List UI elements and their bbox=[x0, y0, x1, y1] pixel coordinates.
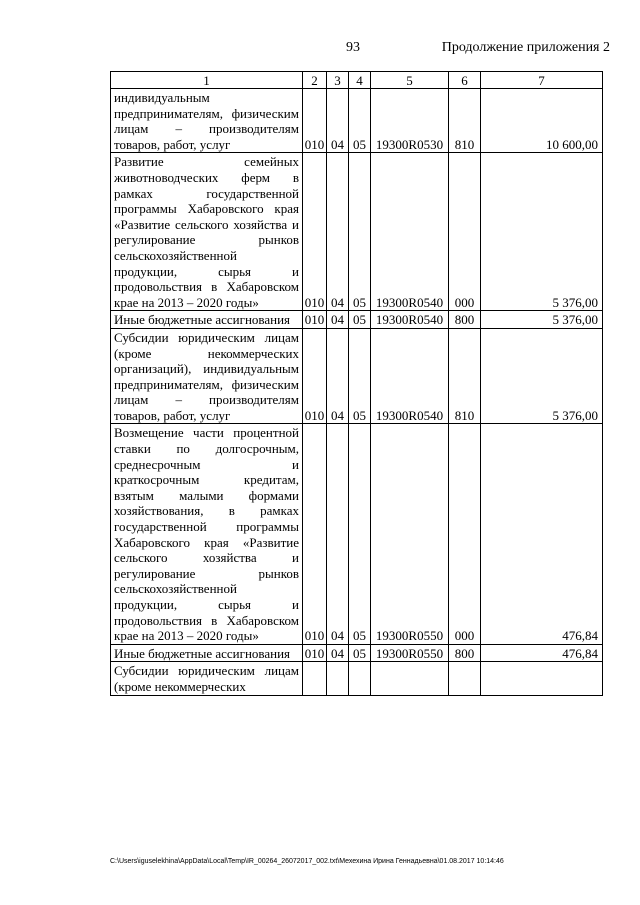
row-name: Развитие семейных животноводческих ферм в рамках государственной программы Хабаровского края «Развитие сельского хозяйства и регулирование рынков сельскохозяйственной продукции, сырья и продовольствия в Хабаровском крае на 2013 – 2020 годы» bbox=[111, 153, 303, 311]
column-header: 5 bbox=[371, 72, 449, 89]
cell-target-article: 19300R0550 bbox=[371, 424, 449, 644]
cell-subsection: 05 bbox=[349, 424, 371, 644]
cell-target-article bbox=[371, 662, 449, 695]
row-name: индивидуальным предпринимателям, физическим лицам – производителям товаров, работ, услуг bbox=[111, 89, 303, 153]
cell-amount: 5 376,00 bbox=[481, 153, 603, 311]
cell-amount bbox=[481, 662, 603, 695]
cell-subsection: 05 bbox=[349, 311, 371, 329]
cell-code: 010 bbox=[303, 153, 327, 311]
column-header: 3 bbox=[327, 72, 349, 89]
cell-section: 04 bbox=[327, 89, 349, 153]
cell-code: 010 bbox=[303, 644, 327, 662]
column-header: 6 bbox=[449, 72, 481, 89]
cell-expense-type: 000 bbox=[449, 424, 481, 644]
cell-code: 010 bbox=[303, 424, 327, 644]
cell-subsection: 05 bbox=[349, 153, 371, 311]
cell-section: 04 bbox=[327, 311, 349, 329]
table-row bbox=[111, 153, 603, 311]
table-row bbox=[111, 644, 603, 662]
cell-section: 04 bbox=[327, 328, 349, 424]
cell-amount: 5 376,00 bbox=[481, 311, 603, 329]
table-row bbox=[111, 311, 603, 329]
cell-target-article: 19300R0540 bbox=[371, 311, 449, 329]
cell-subsection: 05 bbox=[349, 328, 371, 424]
column-header: 7 bbox=[481, 72, 603, 89]
cell-section: 04 bbox=[327, 644, 349, 662]
cell-subsection: 05 bbox=[349, 644, 371, 662]
row-name: Субсидии юридическим лицам (кроме некоммерческих организаций), индивидуальным предпринимателям, физическим лицам – производителям товаров, работ, услуг bbox=[111, 328, 303, 424]
cell-expense-type: 800 bbox=[449, 644, 481, 662]
cell-target-article: 19300R0530 bbox=[371, 89, 449, 153]
cell-section: 04 bbox=[327, 424, 349, 644]
budget-table bbox=[110, 71, 603, 696]
cell-code: 010 bbox=[303, 89, 327, 153]
column-header: 4 bbox=[349, 72, 371, 89]
appendix-continuation-title: Продолжение приложения 2 bbox=[441, 40, 610, 55]
file-path-footer: C:\Users\iguselekhina\AppData\Local\Temp\IR_00264_26072017_002.txt\Мехехина Ирина Геннадьевна\01.08.2017 10:14:46 bbox=[110, 858, 504, 865]
table-row bbox=[111, 662, 603, 695]
cell-expense-type: 810 bbox=[449, 89, 481, 153]
cell-target-article: 19300R0540 bbox=[371, 153, 449, 311]
cell-expense-type: 800 bbox=[449, 311, 481, 329]
table-row bbox=[111, 424, 603, 644]
cell-expense-type: 000 bbox=[449, 153, 481, 311]
cell-code bbox=[303, 662, 327, 695]
column-header: 2 bbox=[303, 72, 327, 89]
table-row bbox=[111, 328, 603, 424]
cell-target-article: 19300R0540 bbox=[371, 328, 449, 424]
cell-expense-type bbox=[449, 662, 481, 695]
row-name: Возмещение части процентной ставки по долгосрочным, среднесрочным и краткосрочным кредитам, взятым малыми формами хозяйствования, в рамках государственной программы Хабаровского края «Развитие сельского хозяйства и регулирование рынков сельскохозяйственной продукции, сырья и продовольствия в Хабаровском крае на 2013 – 2020 годы» bbox=[111, 424, 303, 644]
table-row bbox=[111, 89, 603, 153]
cell-code: 010 bbox=[303, 328, 327, 424]
page-number: 93 bbox=[346, 40, 360, 55]
cell-subsection: 05 bbox=[349, 89, 371, 153]
cell-amount: 10 600,00 bbox=[481, 89, 603, 153]
cell-amount: 5 376,00 bbox=[481, 328, 603, 424]
cell-expense-type: 810 bbox=[449, 328, 481, 424]
cell-subsection bbox=[349, 662, 371, 695]
cell-amount: 476,84 bbox=[481, 644, 603, 662]
cell-section bbox=[327, 662, 349, 695]
cell-amount: 476,84 bbox=[481, 424, 603, 644]
table-header-row bbox=[111, 72, 603, 89]
cell-section: 04 bbox=[327, 153, 349, 311]
cell-target-article: 19300R0550 bbox=[371, 644, 449, 662]
row-name: Иные бюджетные ассигнования bbox=[111, 311, 303, 329]
cell-code: 010 bbox=[303, 311, 327, 329]
row-name: Субсидии юридическим лицам (кроме некоммерческих bbox=[111, 662, 303, 695]
row-name: Иные бюджетные ассигнования bbox=[111, 644, 303, 662]
column-header: 1 bbox=[111, 72, 303, 89]
